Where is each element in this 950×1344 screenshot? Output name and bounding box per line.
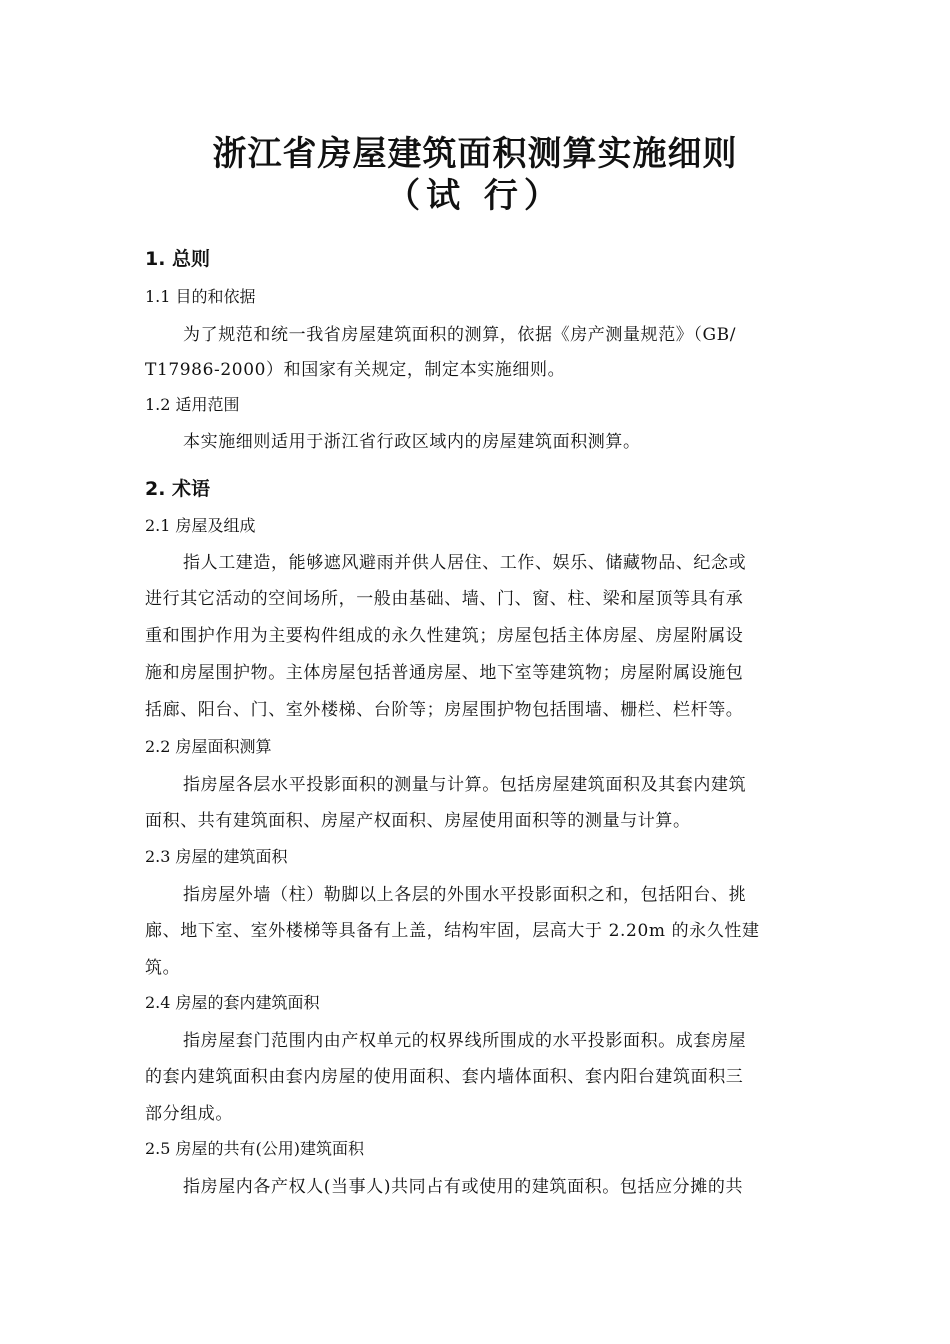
paragraph-line: 指房屋套门范围内由产权单元的权界线所围成的水平投影面积。成套房屋 (183, 1031, 747, 1051)
subsection-heading-house-composition: 2.1 房屋及组成 (145, 516, 256, 535)
paragraph-line: 指房屋内各产权人(当事人)共同占有或使用的建筑面积。包括应分摊的共 (183, 1177, 744, 1197)
subsection-heading-unit-area: 2.4 房屋的套内建筑面积 (145, 993, 320, 1012)
subsection-heading-shared-area: 2.5 房屋的共有(公用)建筑面积 (145, 1139, 365, 1158)
paragraph-line: 筑。 (145, 958, 181, 978)
paragraph-line: 进行其它活动的空间场所，一般由基础、墙、门、窗、柱、梁和屋顶等具有承 (145, 589, 744, 609)
subsection-heading-scope: 1.2 适用范围 (145, 395, 240, 414)
paragraph-line: 指人工建造，能够遮风避雨并供人居住、工作、娱乐、储藏物品、纪念或 (183, 553, 747, 573)
subsection-heading-building-area: 2.3 房屋的建筑面积 (145, 847, 288, 866)
paragraph-line: T17986-2000）和国家有关规定，制定本实施细则。 (145, 360, 566, 380)
section-heading-terms: 2. 术语 (145, 478, 211, 500)
paragraph-line: 部分组成。 (145, 1104, 233, 1124)
paragraph-line: 指房屋各层水平投影面积的测量与计算。包括房屋建筑面积及其套内建筑 (183, 775, 747, 795)
paragraph-line: 本实施细则适用于浙江省行政区域内的房屋建筑面积测算。 (183, 432, 641, 452)
paragraph-line: 面积、共有建筑面积、房屋产权面积、房屋使用面积等的测量与计算。 (145, 811, 691, 831)
paragraph-line: 指房屋外墙（柱）勒脚以上各层的外围水平投影面积之和，包括阳台、挑 (183, 885, 747, 905)
paragraph-line: 廊、地下室、室外楼梯等具备有上盖，结构牢固，层高大于 2.20m 的永久性建 (145, 921, 760, 941)
paragraph-line: 施和房屋围护物。主体房屋包括普通房屋、地下室等建筑物；房屋附属设施包 (145, 663, 744, 683)
paragraph-line: 为了规范和统一我省房屋建筑面积的测算，依据《房产测量规范》（GB/ (183, 325, 737, 345)
subsection-heading-purpose: 1.1 目的和依据 (145, 287, 256, 306)
document-subtitle: （试 行） (386, 176, 564, 216)
document-title: 浙江省房屋建筑面积测算实施细则 (212, 134, 738, 174)
paragraph-line: 重和围护作用为主要构件组成的永久性建筑；房屋包括主体房屋、房屋附属设 (145, 626, 744, 646)
paragraph-line: 括廊、阳台、门、室外楼梯、台阶等；房屋围护物包括围墙、栅栏、栏杆等。 (145, 700, 744, 720)
section-heading-general: 1. 总则 (145, 248, 211, 270)
subsection-heading-area-measurement: 2.2 房屋面积测算 (145, 737, 272, 756)
paragraph-line: 的套内建筑面积由套内房屋的使用面积、套内墙体面积、套内阳台建筑面积三 (145, 1067, 744, 1087)
